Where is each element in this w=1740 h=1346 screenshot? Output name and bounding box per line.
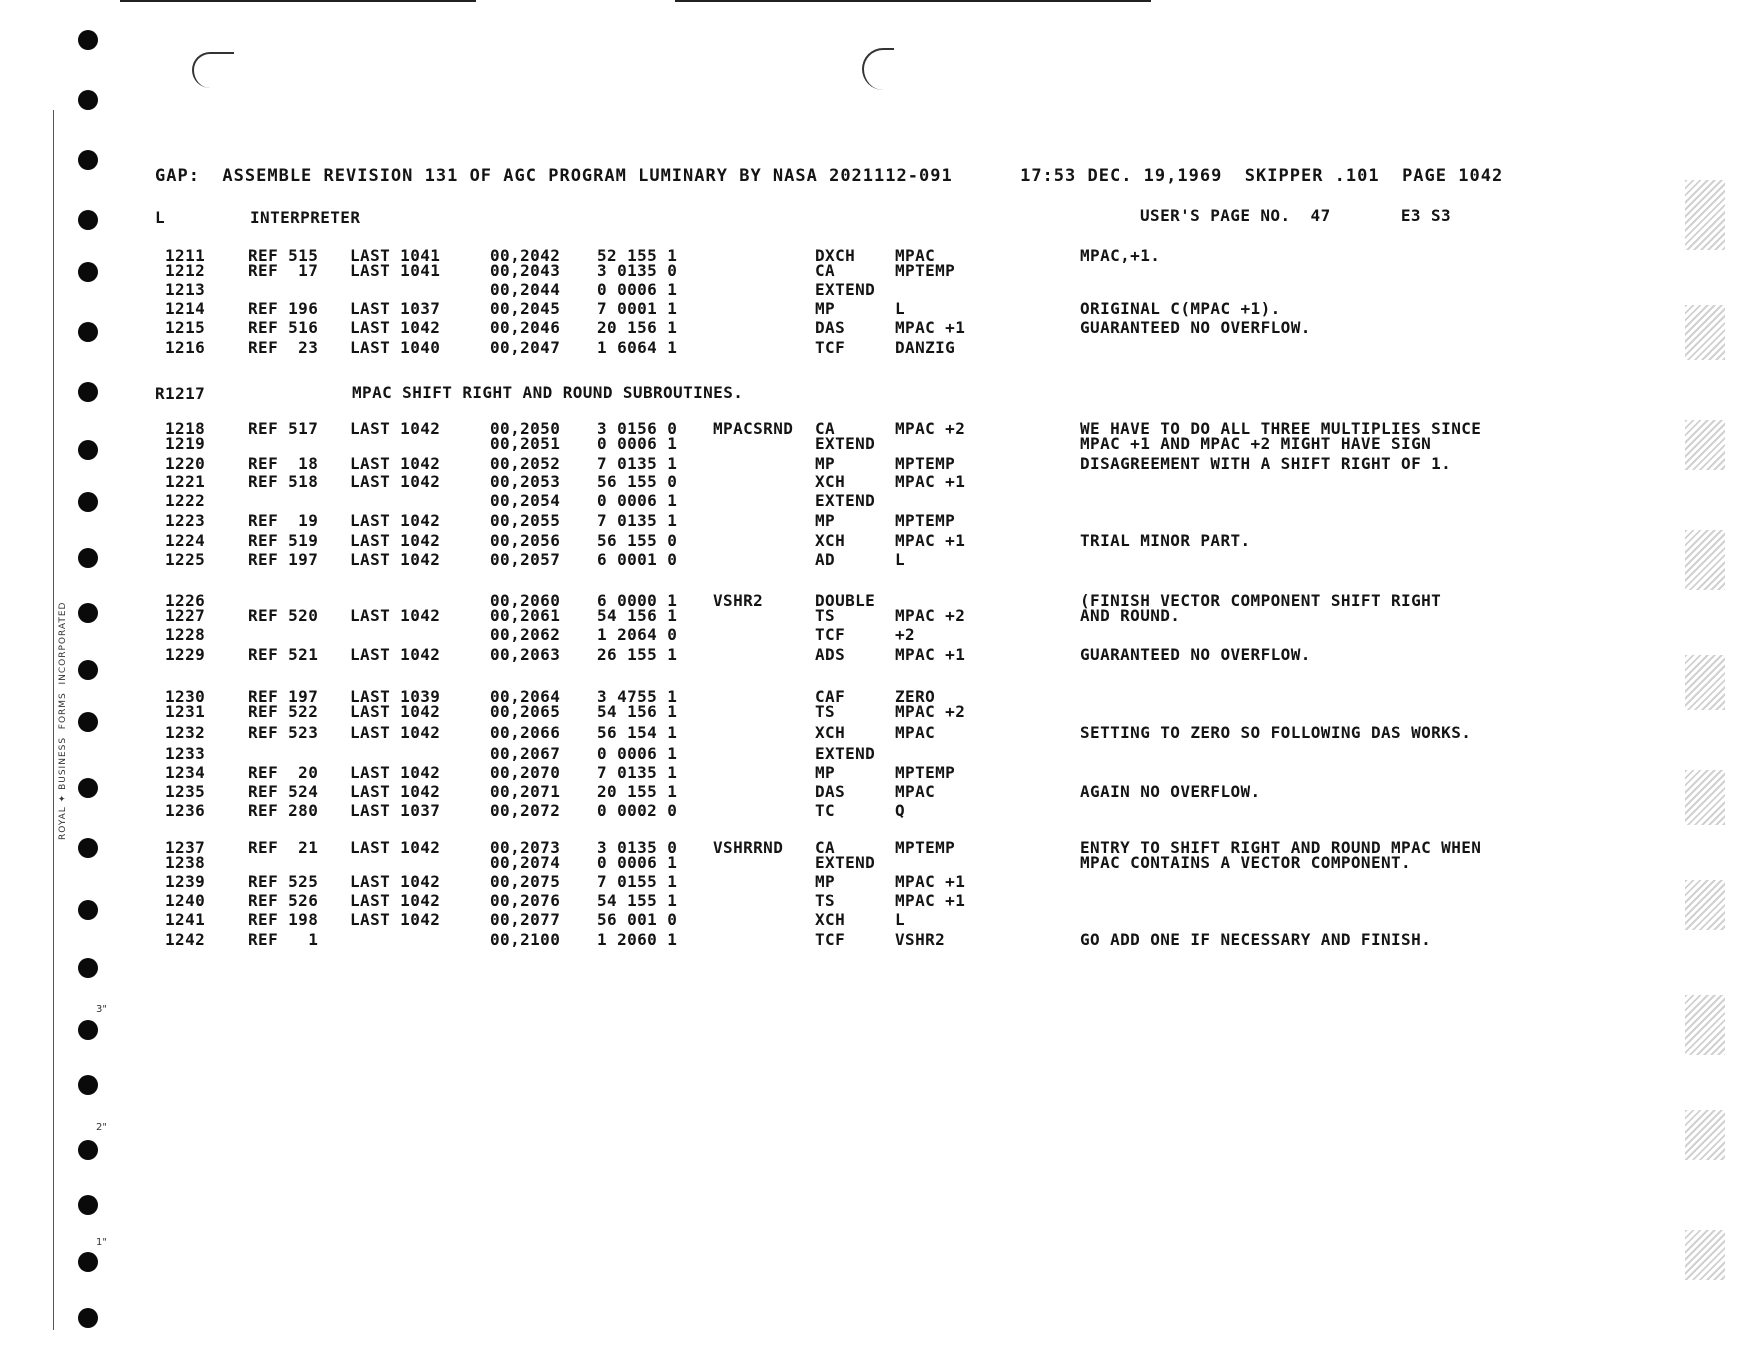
feed-hole (78, 958, 98, 978)
ref-number: REF 197 (248, 550, 319, 569)
memory-address: 00,2065 (490, 702, 561, 721)
opcode: TCF (815, 930, 846, 949)
operand: MPAC (895, 246, 936, 265)
operand: MPAC +1 (895, 872, 966, 891)
memory-address: 00,2060 (490, 591, 561, 610)
memory-address: 00,2064 (490, 687, 561, 706)
ref-number: REF 198 (248, 910, 319, 929)
memory-address: 00,2042 (490, 246, 561, 265)
machine-code: 0 0006 1 (597, 853, 678, 872)
memory-address: 00,2076 (490, 891, 561, 910)
ref-number: REF 524 (248, 782, 319, 801)
operand: MPAC +1 (895, 891, 966, 910)
ref-number: REF 516 (248, 318, 319, 337)
operand: DANZIG (895, 338, 956, 357)
opcode: EXTEND (815, 280, 876, 299)
line-number: 1233 (165, 744, 206, 763)
opcode: XCH (815, 531, 846, 550)
memory-address: 00,2055 (490, 511, 561, 530)
memory-address: 00,2066 (490, 723, 561, 742)
last-reference: LAST 1042 (350, 702, 441, 721)
feed-hole (78, 1020, 98, 1040)
last-reference: LAST 1042 (350, 645, 441, 664)
machine-code: 54 156 1 (597, 702, 678, 721)
last-reference: LAST 1037 (350, 299, 441, 318)
line-number: 1236 (165, 801, 206, 820)
machine-code: 54 155 1 (597, 891, 678, 910)
line-number: 1232 (165, 723, 206, 742)
opcode: XCH (815, 723, 846, 742)
feed-hole (78, 712, 98, 732)
opcode: EXTEND (815, 434, 876, 453)
machine-code: 7 0001 1 (597, 299, 678, 318)
opcode: TS (815, 606, 836, 625)
comment: AND ROUND. (1080, 606, 1181, 625)
feed-hole (78, 1252, 98, 1272)
comment: ENTRY TO SHIFT RIGHT AND ROUND MPAC WHEN (1080, 838, 1482, 857)
scan-smudge (1685, 655, 1725, 710)
comment: SETTING TO ZERO SO FOLLOWING DAS WORKS. (1080, 723, 1472, 742)
operand: MPTEMP (895, 763, 956, 782)
memory-address: 00,2047 (490, 338, 561, 357)
comment: TRIAL MINOR PART. (1080, 531, 1251, 550)
symbol-label: MPACSRND (713, 419, 794, 438)
line-number: 1211 (165, 246, 206, 265)
feed-hole (78, 900, 98, 920)
operand: MPAC +1 (895, 645, 966, 664)
memory-address: 00,2044 (490, 280, 561, 299)
pen-mark-center (862, 48, 894, 90)
machine-code: 6 0001 0 (597, 550, 678, 569)
last-reference: LAST 1042 (350, 472, 441, 491)
last-reference: LAST 1041 (350, 261, 441, 280)
memory-address: 00,2052 (490, 454, 561, 473)
memory-address: 00,2043 (490, 261, 561, 280)
opcode: DAS (815, 318, 846, 337)
line-number: 1235 (165, 782, 206, 801)
machine-code: 52 155 1 (597, 246, 678, 265)
ref-number: REF 20 (248, 763, 319, 782)
opcode: TCF (815, 625, 846, 644)
machine-code: 7 0135 1 (597, 511, 678, 530)
machine-code: 7 0155 1 (597, 872, 678, 891)
comment: MPAC,+1. (1080, 246, 1161, 265)
operand: MPAC (895, 723, 936, 742)
comment: AGAIN NO OVERFLOW. (1080, 782, 1261, 801)
line-number: 1215 (165, 318, 206, 337)
memory-address: 00,2051 (490, 434, 561, 453)
pen-mark-left (192, 52, 234, 88)
last-reference: LAST 1042 (350, 891, 441, 910)
memory-address: 00,2050 (490, 419, 561, 438)
line-number: 1227 (165, 606, 206, 625)
memory-address: 00,2074 (490, 853, 561, 872)
ref-number: REF 23 (248, 338, 319, 357)
last-reference: LAST 1042 (350, 763, 441, 782)
opcode: TC (815, 801, 836, 820)
last-reference: LAST 1040 (350, 338, 441, 357)
feed-hole (78, 492, 98, 512)
opcode: MP (815, 299, 836, 318)
opcode: XCH (815, 910, 846, 929)
line-number: 1234 (165, 763, 206, 782)
machine-code: 3 0156 0 (597, 419, 678, 438)
last-reference: LAST 1042 (350, 606, 441, 625)
memory-address: 00,2054 (490, 491, 561, 510)
last-reference: LAST 1042 (350, 872, 441, 891)
comment: MPAC CONTAINS A VECTOR COMPONENT. (1080, 853, 1412, 872)
margin-tick-2in: 2" (96, 1122, 107, 1133)
line-number: 1238 (165, 853, 206, 872)
memory-address: 00,2057 (490, 550, 561, 569)
operand: L (895, 910, 906, 929)
line-number: 1216 (165, 338, 206, 357)
last-reference: LAST 1042 (350, 511, 441, 530)
machine-code: 3 0135 0 (597, 261, 678, 280)
feed-hole (78, 210, 98, 230)
ref-number: REF 517 (248, 419, 319, 438)
ref-number: REF 197 (248, 687, 319, 706)
operand: MPAC +1 (895, 531, 966, 550)
operand: L (895, 299, 906, 318)
scan-smudge (1685, 1110, 1725, 1160)
machine-code: 56 155 0 (597, 531, 678, 550)
opcode: CA (815, 419, 836, 438)
feed-hole (78, 838, 98, 858)
line-number: 1223 (165, 511, 206, 530)
comment: MPAC +1 AND MPAC +2 MIGHT HAVE SIGN (1080, 434, 1432, 453)
machine-code: 0 0006 1 (597, 280, 678, 299)
opcode: TCF (815, 338, 846, 357)
feed-hole (78, 90, 98, 110)
scan-smudge (1685, 880, 1725, 930)
feed-hole (78, 548, 98, 568)
comment: GO ADD ONE IF NECESSARY AND FINISH. (1080, 930, 1432, 949)
last-reference: LAST 1042 (350, 782, 441, 801)
memory-address: 00,2100 (490, 930, 561, 949)
machine-code: 3 4755 1 (597, 687, 678, 706)
feed-hole (78, 262, 98, 282)
last-reference: LAST 1042 (350, 723, 441, 742)
ref-number: REF 196 (248, 299, 319, 318)
feed-hole (78, 660, 98, 680)
comment: DISAGREEMENT WITH A SHIFT RIGHT OF 1. (1080, 454, 1452, 473)
line-number: 1229 (165, 645, 206, 664)
line-number: 1212 (165, 261, 206, 280)
memory-address: 00,2070 (490, 763, 561, 782)
opcode: EXTEND (815, 853, 876, 872)
machine-code: 56 154 1 (597, 723, 678, 742)
feed-hole (78, 778, 98, 798)
comment: ORIGINAL C(MPAC +1). (1080, 299, 1281, 318)
memory-address: 00,2045 (490, 299, 561, 318)
opcode: MP (815, 454, 836, 473)
line-number: 1213 (165, 280, 206, 299)
operand: MPTEMP (895, 454, 956, 473)
ref-number: REF 521 (248, 645, 319, 664)
ref-number: REF 523 (248, 723, 319, 742)
symbol-label: VSHRRND (713, 838, 784, 857)
opcode: AD (815, 550, 836, 569)
feed-hole (78, 440, 98, 460)
scan-smudge (1685, 420, 1725, 470)
ref-number: REF 522 (248, 702, 319, 721)
memory-address: 00,2071 (490, 782, 561, 801)
line-number: 1221 (165, 472, 206, 491)
ref-number: REF 17 (248, 261, 319, 280)
machine-code: 6 0000 1 (597, 591, 678, 610)
feed-hole (78, 382, 98, 402)
last-reference: LAST 1042 (350, 910, 441, 929)
last-reference: LAST 1042 (350, 838, 441, 857)
operand: MPAC +2 (895, 419, 966, 438)
operand: MPAC +2 (895, 606, 966, 625)
machine-code: 1 2060 1 (597, 930, 678, 949)
line-number: 1214 (165, 299, 206, 318)
machine-code: 56 001 0 (597, 910, 678, 929)
scan-smudge (1685, 530, 1725, 590)
ref-number: REF 526 (248, 891, 319, 910)
machine-code: 0 0006 1 (597, 491, 678, 510)
memory-address: 00,2063 (490, 645, 561, 664)
operand: MPAC +1 (895, 472, 966, 491)
operand: MPTEMP (895, 261, 956, 280)
opcode: TS (815, 702, 836, 721)
operand: MPTEMP (895, 511, 956, 530)
opcode: CA (815, 261, 836, 280)
scan-smudge (1685, 1230, 1725, 1280)
comment: (FINISH VECTOR COMPONENT SHIFT RIGHT (1080, 591, 1442, 610)
memory-address: 00,2062 (490, 625, 561, 644)
line-number: 1222 (165, 491, 206, 510)
memory-address: 00,2073 (490, 838, 561, 857)
opcode: MP (815, 511, 836, 530)
top-rule-right (675, 0, 1151, 2)
operand: VSHR2 (895, 930, 946, 949)
line-number: 1241 (165, 910, 206, 929)
opcode: MP (815, 872, 836, 891)
subheader-page-no: USER'S PAGE NO. 47 E3 S3 (1140, 206, 1452, 225)
opcode: DOUBLE (815, 591, 876, 610)
ref-number: REF 518 (248, 472, 319, 491)
line-number: 1242 (165, 930, 206, 949)
feed-hole (78, 150, 98, 170)
operand: +2 (895, 625, 916, 644)
line-number: 1224 (165, 531, 206, 550)
machine-code: 1 6064 1 (597, 338, 678, 357)
machine-code: 56 155 0 (597, 472, 678, 491)
symbol-label: VSHR2 (713, 591, 764, 610)
feed-hole (78, 1308, 98, 1328)
comment: GUARANTEED NO OVERFLOW. (1080, 645, 1311, 664)
margin-tick-3in: 3" (96, 1004, 107, 1015)
machine-code: 0 0002 0 (597, 801, 678, 820)
memory-address: 00,2061 (490, 606, 561, 625)
ref-number: REF 519 (248, 531, 319, 550)
machine-code: 0 0006 1 (597, 434, 678, 453)
opcode: DXCH (815, 246, 856, 265)
section-id: R1217 (155, 384, 206, 403)
ref-number: REF 280 (248, 801, 319, 820)
last-reference: LAST 1042 (350, 419, 441, 438)
last-reference: LAST 1041 (350, 246, 441, 265)
section-title: MPAC SHIFT RIGHT AND ROUND SUBROUTINES. (352, 383, 744, 402)
opcode: XCH (815, 472, 846, 491)
memory-address: 00,2046 (490, 318, 561, 337)
margin-tick-1in: 1" (96, 1237, 107, 1248)
last-reference: LAST 1042 (350, 318, 441, 337)
machine-code: 54 156 1 (597, 606, 678, 625)
operand: MPAC (895, 782, 936, 801)
top-rule-left (120, 0, 476, 2)
ref-number: REF 18 (248, 454, 319, 473)
line-number: 1230 (165, 687, 206, 706)
scan-smudge (1685, 305, 1725, 360)
ref-number: REF 525 (248, 872, 319, 891)
scan-smudge (1685, 995, 1725, 1055)
subheader-section: INTERPRETER (250, 208, 361, 227)
line-number: 1218 (165, 419, 206, 438)
ref-number: REF 1 (248, 930, 319, 949)
line-number: 1219 (165, 434, 206, 453)
feed-hole (78, 1140, 98, 1160)
memory-address: 00,2053 (490, 472, 561, 491)
feed-hole (78, 322, 98, 342)
machine-code: 0 0006 1 (597, 744, 678, 763)
opcode: ADS (815, 645, 846, 664)
line-number: 1228 (165, 625, 206, 644)
last-reference: LAST 1039 (350, 687, 441, 706)
comment: WE HAVE TO DO ALL THREE MULTIPLIES SINCE (1080, 419, 1482, 438)
last-reference: LAST 1037 (350, 801, 441, 820)
last-reference: LAST 1042 (350, 531, 441, 550)
ref-number: REF 515 (248, 246, 319, 265)
feed-hole (78, 1075, 98, 1095)
subheader-left: L (155, 208, 166, 227)
opcode: EXTEND (815, 491, 876, 510)
memory-address: 00,2075 (490, 872, 561, 891)
machine-code: 1 2064 0 (597, 625, 678, 644)
operand: MPAC +2 (895, 702, 966, 721)
feed-hole (78, 1195, 98, 1215)
feed-hole (78, 603, 98, 623)
machine-code: 3 0135 0 (597, 838, 678, 857)
machine-code: 7 0135 1 (597, 763, 678, 782)
memory-address: 00,2067 (490, 744, 561, 763)
scan-smudge (1685, 180, 1725, 250)
ref-number: REF 19 (248, 511, 319, 530)
line-number: 1239 (165, 872, 206, 891)
paper-edge (53, 110, 54, 1330)
ref-number: REF 520 (248, 606, 319, 625)
feed-hole (78, 30, 98, 50)
operand: ZERO (895, 687, 936, 706)
opcode: CAF (815, 687, 846, 706)
opcode: EXTEND (815, 744, 876, 763)
memory-address: 00,2056 (490, 531, 561, 550)
opcode: DAS (815, 782, 846, 801)
vendor-imprint: ROYAL ✦ BUSINESS FORMS INCORPORATED (58, 601, 68, 840)
last-reference: LAST 1042 (350, 550, 441, 569)
line-number: 1220 (165, 454, 206, 473)
operand: L (895, 550, 906, 569)
opcode: CA (815, 838, 836, 857)
last-reference: LAST 1042 (350, 454, 441, 473)
machine-code: 26 155 1 (597, 645, 678, 664)
memory-address: 00,2072 (490, 801, 561, 820)
ref-number: REF 21 (248, 838, 319, 857)
line-number: 1237 (165, 838, 206, 857)
machine-code: 20 156 1 (597, 318, 678, 337)
line-number: 1240 (165, 891, 206, 910)
opcode: TS (815, 891, 836, 910)
comment: GUARANTEED NO OVERFLOW. (1080, 318, 1311, 337)
memory-address: 00,2077 (490, 910, 561, 929)
page-header: GAP: ASSEMBLE REVISION 131 OF AGC PROGRAM LUMINARY BY NASA 2021112-091 17:53 DEC. 19,1969 SKIPPER .101 PAGE 1042 (155, 166, 1504, 186)
line-number: 1231 (165, 702, 206, 721)
machine-code: 20 155 1 (597, 782, 678, 801)
line-number: 1225 (165, 550, 206, 569)
operand: MPAC +1 (895, 318, 966, 337)
line-number: 1226 (165, 591, 206, 610)
machine-code: 7 0135 1 (597, 454, 678, 473)
scan-smudge (1685, 770, 1725, 825)
operand: MPTEMP (895, 838, 956, 857)
opcode: MP (815, 763, 836, 782)
operand: Q (895, 801, 906, 820)
